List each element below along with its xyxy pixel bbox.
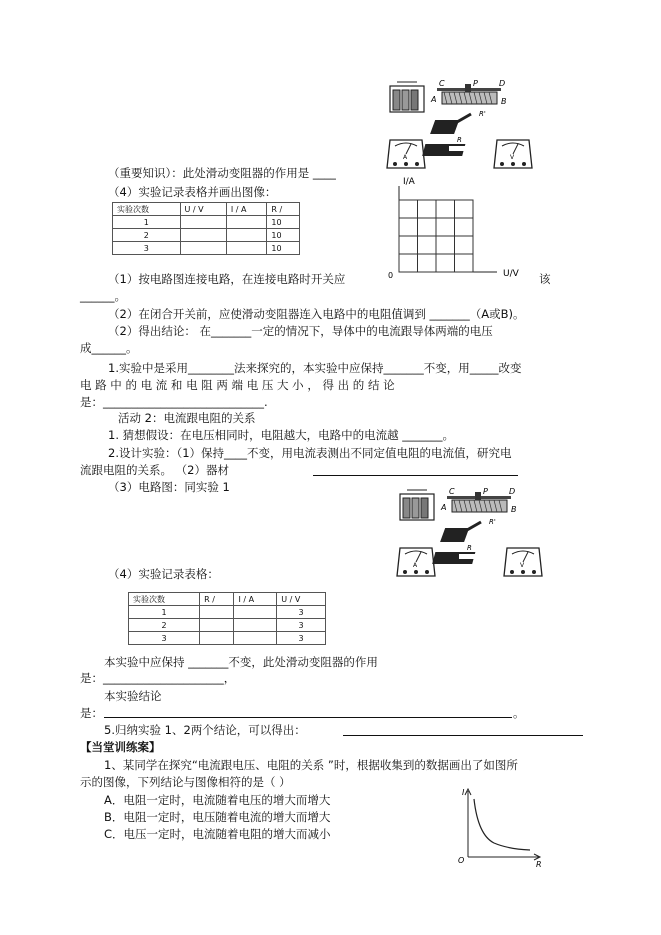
option-a: A．电阻一定时，电流随着电压的增大而增大 bbox=[104, 793, 331, 807]
table-row bbox=[113, 242, 300, 255]
label-B: B bbox=[501, 97, 507, 106]
svg-text:A: A bbox=[413, 562, 418, 569]
table-cell bbox=[180, 216, 226, 229]
table-row bbox=[113, 229, 300, 242]
table-cell bbox=[200, 606, 234, 619]
table-header: 实验次数 bbox=[129, 593, 200, 606]
keep-line2: 是：_____________________， bbox=[80, 671, 236, 685]
label-D: D bbox=[509, 487, 516, 496]
table-header: U / V bbox=[277, 593, 326, 606]
table-row bbox=[113, 216, 300, 229]
activity2-q1: 1. 猜想假设：在电压相同时，电阻越大，电路中的电流越 _______。 bbox=[108, 428, 455, 442]
conclusion-line2-end: 。 bbox=[513, 706, 525, 720]
graph-origin: 0 bbox=[388, 271, 394, 280]
activity2-q3: （3）电路图：同实验 1 bbox=[108, 480, 230, 494]
ir-xlabel: R bbox=[536, 860, 542, 869]
label-P: P bbox=[473, 79, 478, 88]
conclusion-blank-line bbox=[104, 717, 512, 718]
circuit-equipment-image-2 bbox=[397, 487, 547, 580]
table-cell: 2 bbox=[129, 619, 200, 632]
step1-tail: 该 bbox=[539, 272, 551, 286]
table-cell bbox=[180, 242, 226, 255]
training-q1-line2: 示的图像，下列结论与图像相符的是（ ） bbox=[80, 775, 291, 789]
conclusion-line2-start: 是： bbox=[80, 706, 103, 720]
ir-curve-graph bbox=[456, 785, 546, 869]
label-R: R bbox=[467, 544, 472, 552]
q1-line3: 是：____________________________. bbox=[80, 395, 268, 409]
activity2-q2-line2: 流跟电阻的关系。 （2）器材 bbox=[80, 463, 229, 477]
record-table-1 bbox=[112, 202, 300, 255]
table-cell: 3 bbox=[277, 619, 326, 632]
rheostat-icon bbox=[447, 492, 511, 512]
activity2-q2-line1: 2.设计实验：（1）保持____不变，用电流表测出不同定值电阻的电流值，研究电 bbox=[108, 446, 512, 460]
voltmeter-icon bbox=[494, 140, 532, 168]
step2-a: （2）在闭合开关前，应使滑动变阻器连入电路中的电阻值调到 _______（A或B)。 bbox=[108, 307, 525, 321]
q1-line2: 电 路 中 的 电 流 和 电 阻 两 端 电 压 大 小 ， 得 出 的 结 论 bbox=[80, 378, 395, 392]
table-cell bbox=[226, 242, 267, 255]
table-cell: 10 bbox=[267, 242, 300, 255]
label-R: R bbox=[457, 136, 462, 144]
table-cell: 3 bbox=[277, 606, 326, 619]
label-C: C bbox=[449, 487, 455, 496]
ammeter-icon bbox=[397, 548, 435, 576]
step1-line2: ______。 bbox=[80, 289, 126, 303]
option-c: C．电压一定时，电流随着电阻的增大而减小 bbox=[104, 827, 331, 841]
table-cell bbox=[180, 229, 226, 242]
step4-heading: （4）实验记录表格并画出图像： bbox=[108, 185, 277, 199]
resistor-icon bbox=[432, 544, 483, 564]
switch-icon bbox=[440, 522, 481, 542]
table-row bbox=[129, 632, 326, 645]
label-P: P bbox=[483, 487, 488, 496]
table-cell bbox=[226, 229, 267, 242]
rheostat-icon bbox=[437, 84, 501, 104]
q5-line: 5.归纳实验 1、2两个结论，可以得出： bbox=[104, 723, 306, 737]
table-header: R / bbox=[267, 203, 300, 216]
table-cell bbox=[234, 619, 277, 632]
training-title: 【当堂训练案】 bbox=[80, 740, 161, 754]
table-header-row bbox=[129, 593, 326, 606]
activity2-title: 活动 2：电流跟电阻的关系 bbox=[118, 411, 256, 425]
option-b: B．电阻一定时，电压随着电流的增大而增大 bbox=[104, 810, 331, 824]
ammeter-icon bbox=[387, 140, 425, 168]
table-cell bbox=[234, 606, 277, 619]
table-header: R / bbox=[200, 593, 234, 606]
table-row bbox=[129, 606, 326, 619]
battery-icon bbox=[390, 82, 424, 112]
label-D: D bbox=[499, 79, 506, 88]
table-header: 实验次数 bbox=[113, 203, 181, 216]
table-cell bbox=[234, 632, 277, 645]
table-cell: 2 bbox=[113, 229, 181, 242]
equipment-blank-line bbox=[313, 475, 518, 476]
table-cell: 1 bbox=[113, 216, 181, 229]
conclusion-line1: 本实验结论 bbox=[104, 689, 162, 703]
table-cell: 10 bbox=[267, 216, 300, 229]
q1-line1: 1.实验中是采用________法来探究的，本实验中应保持_______不变，用_____改变 bbox=[108, 361, 522, 375]
table-cell: 3 bbox=[113, 242, 181, 255]
important-note: （重要知识）：此处滑动变阻器的作用是 ____ bbox=[108, 166, 336, 180]
table-header: I / A bbox=[234, 593, 277, 606]
graph-ylabel: I/A bbox=[403, 177, 415, 187]
table-cell: 3 bbox=[129, 632, 200, 645]
label-C: C bbox=[439, 79, 445, 88]
table-cell: 10 bbox=[267, 229, 300, 242]
label-B: B bbox=[511, 505, 517, 514]
table-cell bbox=[226, 216, 267, 229]
voltmeter-icon bbox=[504, 548, 542, 576]
step1-line1: （1）按电路图连接电路，在连接电路时开关应 bbox=[108, 272, 346, 286]
graph-xlabel: U/V bbox=[503, 269, 519, 279]
switch-icon bbox=[430, 114, 471, 134]
battery-icon bbox=[400, 490, 434, 520]
svg-text:A: A bbox=[403, 154, 408, 161]
record-table-2 bbox=[128, 592, 326, 645]
label-A: A bbox=[431, 95, 437, 104]
table-cell: 1 bbox=[129, 606, 200, 619]
step2-b-line2: 成______。 bbox=[80, 341, 138, 355]
keep-line1: 本实验中应保持 _______不变，此处滑动变阻器的作用 bbox=[104, 655, 378, 669]
iu-graph bbox=[385, 172, 525, 282]
circuit-equipment-image-1 bbox=[387, 79, 537, 172]
svg-text:V: V bbox=[510, 154, 515, 161]
table-header: U / V bbox=[180, 203, 226, 216]
table-cell: 3 bbox=[277, 632, 326, 645]
q5-blank-line bbox=[343, 735, 583, 736]
ir-ylabel: I bbox=[462, 788, 465, 797]
activity2-q4: （4）实验记录表格： bbox=[108, 567, 219, 581]
table-cell bbox=[200, 632, 234, 645]
table-row bbox=[129, 619, 326, 632]
table-header-row bbox=[113, 203, 300, 216]
table-header: I / A bbox=[226, 203, 267, 216]
svg-text:V: V bbox=[520, 562, 525, 569]
table-cell bbox=[200, 619, 234, 632]
step2-b-line1: （2）得出结论： 在_______一定的情况下，导体中的电流跟导体两端的电压 bbox=[108, 324, 493, 338]
resistor-icon bbox=[422, 136, 473, 156]
label-Rp: R' bbox=[489, 518, 496, 526]
label-A: A bbox=[441, 503, 447, 512]
training-q1-line1: 1、某同学在探究“电流跟电压、电阻的关系 ”时，根据收集到的数据画出了如图所 bbox=[104, 758, 518, 772]
ir-origin: O bbox=[458, 856, 465, 865]
label-Rp: R' bbox=[479, 110, 486, 118]
